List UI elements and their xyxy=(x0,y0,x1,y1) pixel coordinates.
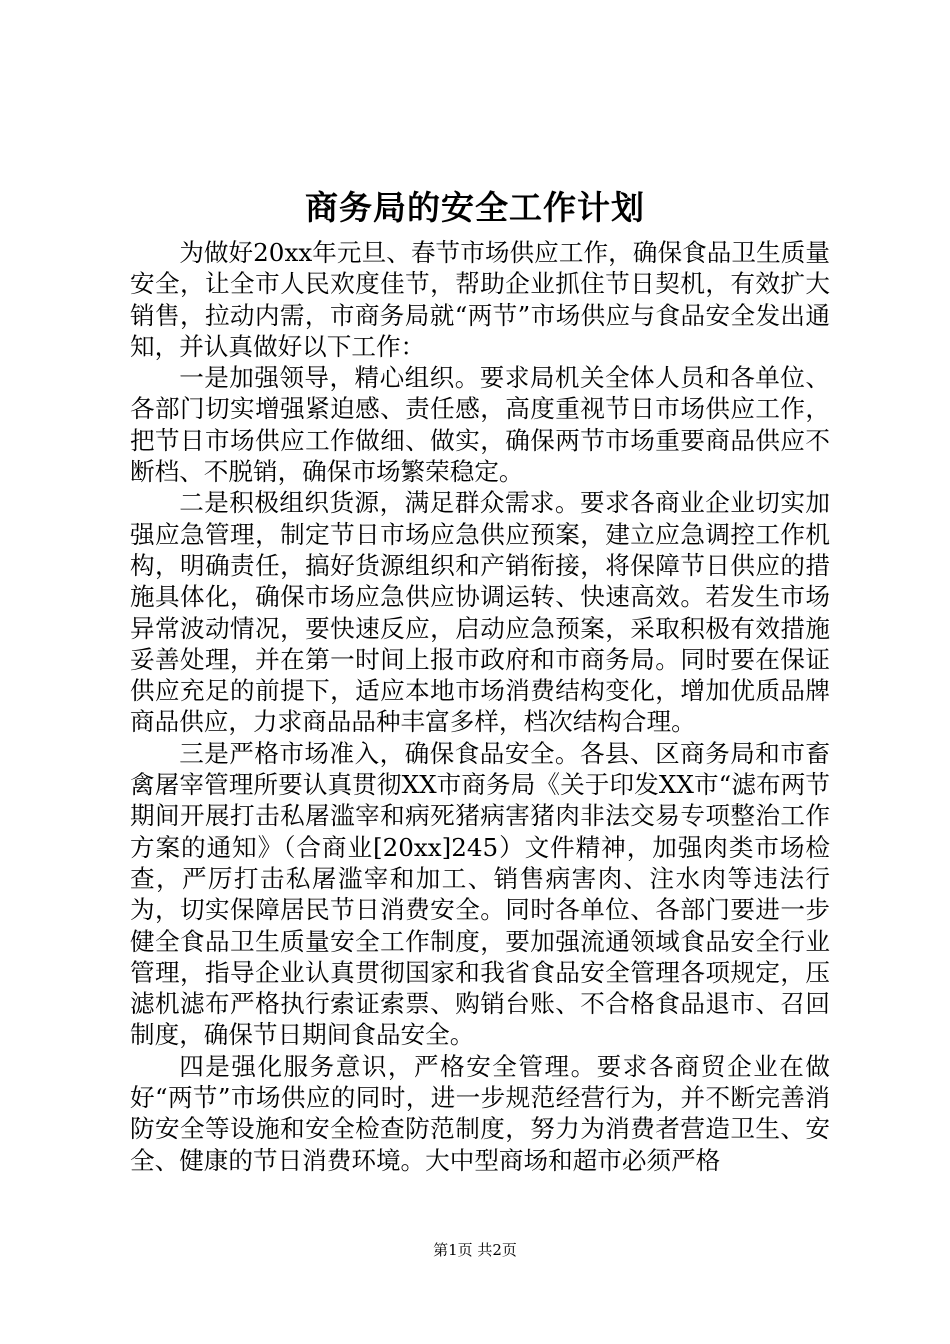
section-two-paragraph: 二是积极组织货源，满足群众需求。要求各商业企业切实加强应急管理，制定节日市场应急供应预案，建立应急调控工作机构，明确责任，搞好货源组织和产销衔接，将保障节日供应的措施具体化，确保市场应急供应协调运转、快速高效。若发生市场异常波动情况，要快速反应，启动应急预案，采取积极有效措施妥善处理，并在第一时间上报市政府和市商务局。同时要在保证供应充足的前提下，适应本地市场消费结构变化，增加优质品牌商品供应，力求商品品种丰富多样，档次结构合理。 xyxy=(130,488,830,737)
page-footer: 第1页 共2页 xyxy=(433,1241,517,1259)
document-title: 商务局的安全工作计划 xyxy=(305,188,645,227)
document-body xyxy=(130,237,830,1176)
section-three-paragraph: 三是严格市场准入，确保食品安全。各县、区商务局和市畜禽屠宰管理所要认真贯彻XX市商务局《关于印发XX市“滤布两节期间开展打击私屠滥宰和病死猪病害猪肉非法交易专项整治工作方案的通知》（合商业[20xx]245）文件精神，加强肉类市场检查，严厉打击私屠滥宰和加工、销售病害肉、注水肉等违法行为，切实保障居民节日消费安全。同时各单位、各部门要进一步健全食品卫生质量安全工作制度，要加强流通领域食品安全行业管理，指导企业认真贯彻国家和我省食品安全管理各项规定，压滤机滤布严格执行索证索票、购销台账、不合格食品退市、召回制度，确保节日期间食品安全。 xyxy=(130,738,830,1050)
section-one-paragraph: 一是加强领导，精心组织。要求局机关全体人员和各单位、各部门切实增强紧迫感、责任感，高度重视节日市场供应工作，把节日市场供应工作做细、做实，确保两节市场重要商品供应不断档、不脱销，确保市场繁荣稳定。 xyxy=(130,363,830,487)
intro-paragraph: 为做好20xx年元旦、春节市场供应工作，确保食品卫生质量安全，让全市人民欢度佳节，帮助企业抓住节日契机，有效扩大销售，拉动内需，市商务局就“两节”市场供应与食品安全发出通知，并认真做好以下工作： xyxy=(130,238,830,361)
section-four-paragraph: 四是强化服务意识，严格安全管理。要求各商贸企业在做好“两节”市场供应的同时，进一步规范经营行为，并不断完善消防安全等设施和安全检查防范制度，努力为消费者营造卫生、安全、健康的节日消费环境。大中型商场和超市必须严格 xyxy=(130,1051,830,1175)
